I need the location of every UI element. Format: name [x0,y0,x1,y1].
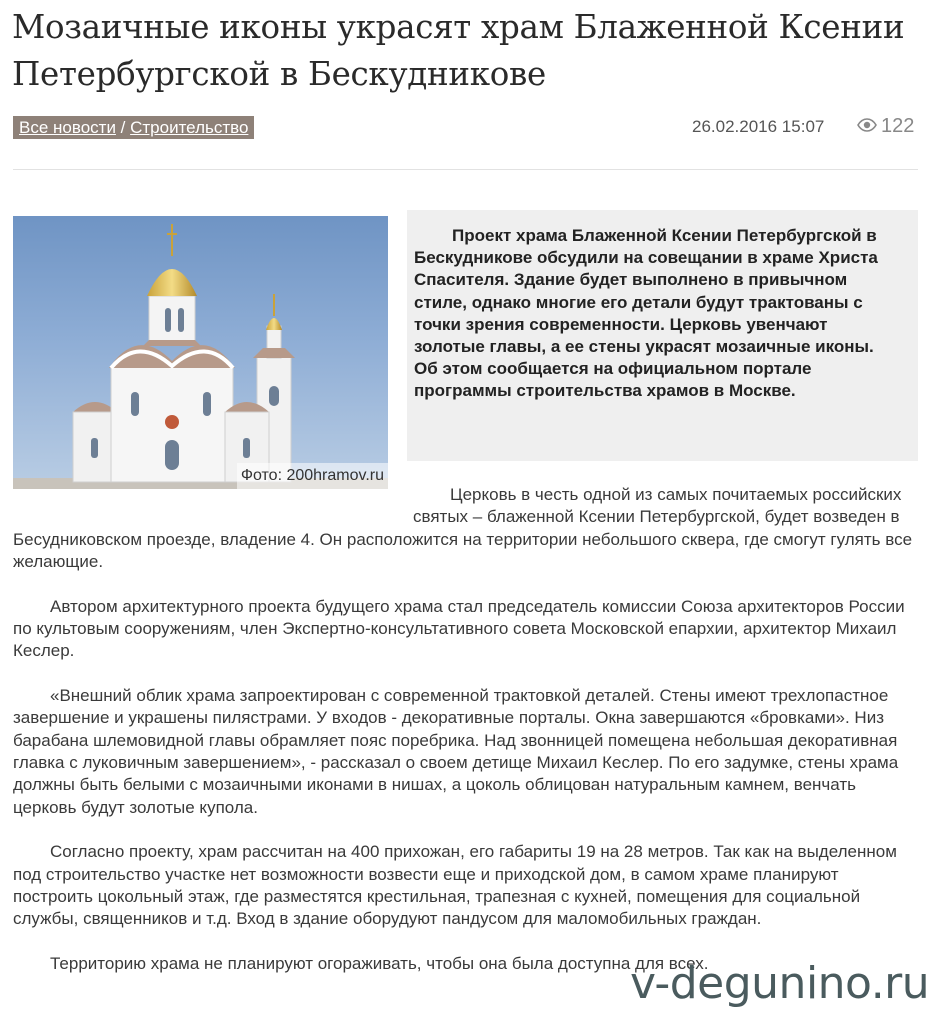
breadcrumb-category-link[interactable]: Строительство [130,118,249,137]
view-count: 122 [881,115,915,137]
breadcrumb-separator: / [115,118,131,137]
paragraph: Согласно проекту, храм рассчитан на 400 прихожан, его габариты 19 на 28 метров. Так как на выделенном под строительство участке нет возможности возвести еще и приходской дом, в самом храме планируют построить цокольный этаж, где разместятся крестильная, трапезная с кухней, помещения для социальной службы, священников и т.д. Вход в здание оборудуют пандусом для маломобильных граждан. [13,842,897,929]
site-watermark: v-degunino.ru [630,958,930,1009]
spacer [13,484,413,528]
eye-icon [857,114,877,138]
article-lead: Проект храма Блаженной Ксении Петербургской в Бескудникове обсудили на совещании в храме Христа Спасителя. Здание будет выполнено в привычном стиле, однако многие его детали будут трактованы с точки зрения современности. Церковь увенчают золотые главы, а ее стены украсят мозаичные иконы. Об этом сообщается на официальном портале программы строительства храмов в Москве. [407,210,918,461]
paragraph: Церковь в честь одной из самых почитаемых российских святых – блаженной Ксении Петербургской, будет возведен в Бесудниковском проезде, владение 4. Он расположится на территории небольшого сквера, где смогут гулять все желающие. [13,485,913,571]
paragraph: Территорию храма не планируют огораживать, чтобы она была доступна для всех. [50,954,709,974]
photo-caption: Фото: 200hramov.ru [237,463,388,489]
paragraph: «Внешний облик храма запроектирован с современной трактовкой деталей. Стены имеют трехлопастное завершение и украшены пилястрами. У входов - декоративные порталы. Окна завершаются «бровками». Низ барабана шлемовидной главы обрамляет пояс поребрика. Над звонницей помещена небольшая декоративная главка с луковичным завершением», - рассказал о своем детище Михаил Кеслер. По его задумке, стены храма должны быть белыми с мозаичными иконами в нишах, а цоколь облицован натуральным камнем, венчать церковь будут золотые купола. [13,686,899,817]
publish-date: 26.02.2016 15:07 [692,117,825,136]
church-illustration [13,216,388,489]
view-counter [857,114,914,138]
breadcrumb-all-news-link[interactable]: Все новости [19,118,116,137]
paragraph: Автором архитектурного проекта будущего храма стал председатель комиссии Союза архитекторов России по культовым сооружениям, член Экспертно-консультативного совета Московской епархии, архитектор Михаил Кеслер. [13,596,905,661]
divider [13,169,918,170]
article-photo[interactable] [13,216,388,489]
breadcrumb [13,116,254,139]
article-body [13,484,918,998]
article-title: Мозаичные иконы украсят храм Блаженной Ксении Петербургской в Бескудникове [12,8,905,93]
